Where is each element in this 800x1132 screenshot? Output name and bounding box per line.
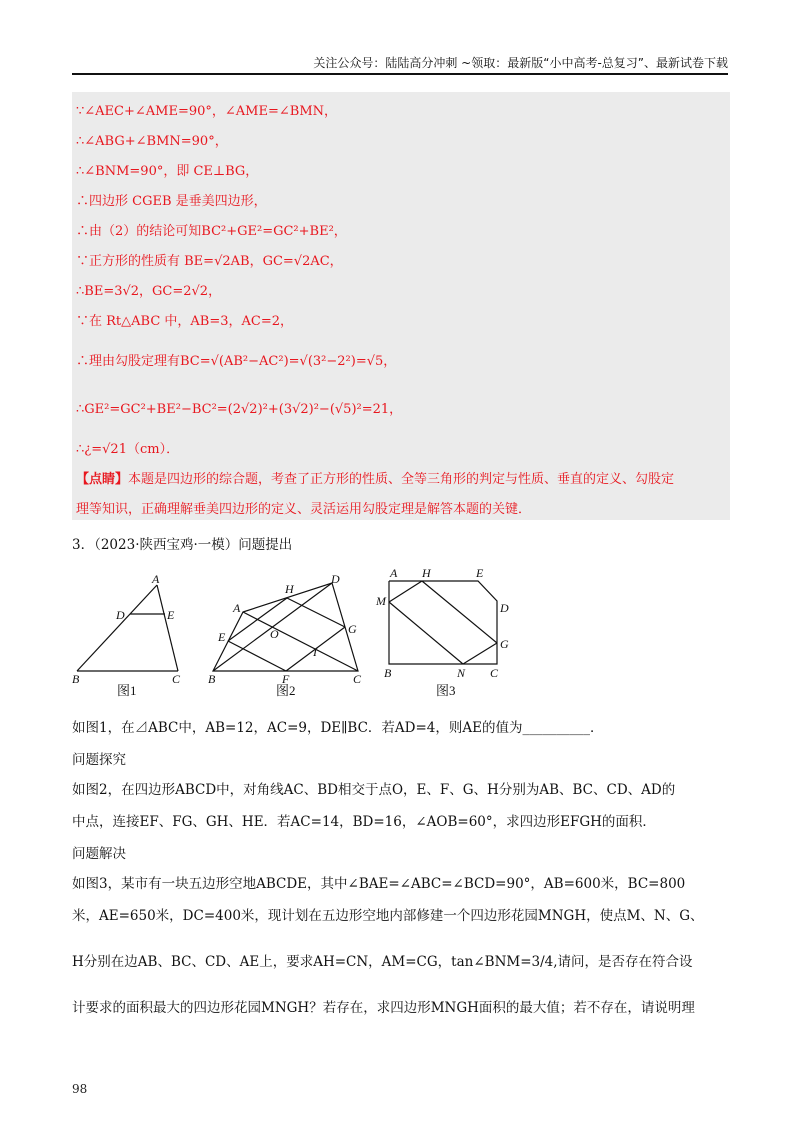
fig1-label: D xyxy=(116,608,125,622)
page-header: 关注公众号：陆陆高分冲刺 ~领取：最新版“小中高考-总复习”、最新试卷下载 xyxy=(313,56,728,70)
figures xyxy=(0,565,800,705)
problem-3-line-4: 计要求的面积最大的四边形花园MNGH？若存在，求四边形MNGH面积的最大值；若不存在，请说明理 xyxy=(72,1000,695,1016)
figure-1 xyxy=(72,572,181,698)
fig2-label: E xyxy=(218,630,226,644)
solution-line: ∵正方形的性质有 BE=√2AB，GC=√2AC， xyxy=(76,254,343,269)
solution-line: ∴∠BNM=90°，即 CE⊥BG， xyxy=(76,164,259,179)
fig1-caption: 图1 xyxy=(117,683,137,698)
problem-2-line-1: 如图2，在四边形ABCD中，对角线AC、BD相交于点O，E、F、G、H分别为AB、BC、CD、AD的 xyxy=(72,782,676,798)
problem-2-line-2: 中点，连接EF、FG、GH、HE．若AC=14，BD=16，∠AOB=60°，求四边形EFGH的面积． xyxy=(72,814,656,830)
fig3-label: C xyxy=(490,666,499,680)
fig1-label: A xyxy=(152,572,160,586)
problem-3-line-1: 如图3，某市有一块五边形空地ABCDE，其中∠BAE=∠ABC=∠BCD=90°，AB=600米，BC=800 xyxy=(72,876,686,892)
fig1-label: C xyxy=(172,672,181,686)
solution-line: ∴¿=√21（cm）． xyxy=(76,442,180,457)
solution-line: ∴GE²=GC²+BE²−BC²=(2√2)²+(3√2)²−(√5)²=21， xyxy=(76,402,403,417)
note-line-1 xyxy=(76,468,674,487)
fig3-label: B xyxy=(384,666,392,680)
fig1-label: E xyxy=(167,608,175,622)
problem-1: 如图1，在⊿ABC中，AB=12，AC=9，DE∥BC．若AD=4，则AE的值为__________． xyxy=(72,720,604,736)
fig2-label: A xyxy=(233,601,241,615)
header-divider xyxy=(72,73,728,75)
fig3-label: E xyxy=(476,566,484,580)
fig3-caption: 图3 xyxy=(436,683,456,698)
solution-line: ∴四边形 CGEB 是垂美四边形， xyxy=(76,194,267,209)
fig2-label: D xyxy=(331,572,340,586)
fig3-label: H xyxy=(422,566,431,580)
fig2-label: O xyxy=(270,627,279,641)
solution-line: ∴理由勾股定理有BC=√(AB²−AC²)=√(3²−2²)=√5， xyxy=(76,354,397,369)
page-number: 98 xyxy=(72,1082,88,1096)
fig3-label: D xyxy=(500,601,509,615)
section-solve: 问题解决 xyxy=(72,846,126,862)
fig3-label: M xyxy=(376,594,386,608)
problem-3-line-3: H分别在边AB、BC、CD、AE上，要求AH=CN，AM=CG，tan∠BNM=3/4,请问，是否存在符合设 xyxy=(72,954,693,970)
fig1-label: B xyxy=(72,672,80,686)
question-title: 3．（2023·陕西宝鸡·一模）问题提出 xyxy=(72,537,293,553)
fig3-label: N xyxy=(457,666,466,680)
note-line-2: 理等知识，正确理解垂美四边形的定义、灵活运用勾股定理是解答本题的关键． xyxy=(76,502,532,517)
problem-3-line-2: 米，AE=650米，DC=400米，现计划在五边形空地内部修建一个四边形花园MNGH，使点M、N、G、 xyxy=(72,908,704,924)
fig2-label: H xyxy=(285,582,294,596)
fig2-label: F xyxy=(282,672,290,686)
fig2-label: I xyxy=(313,645,317,659)
fig3-label: A xyxy=(390,566,398,580)
fig2-label: C xyxy=(353,672,362,686)
solution-box xyxy=(72,92,730,520)
solution-line: ∴由（2）的结论可知BC²+GE²=GC²+BE²， xyxy=(76,224,347,239)
solution-line: ∴∠ABG+∠BMN=90°， xyxy=(76,134,228,149)
note-text-1: 本题是四边形的综合题，考查了正方形的性质、全等三角形的判定与性质、垂直的定义、勾股定 xyxy=(128,472,675,487)
fig2-label: G xyxy=(348,622,357,636)
figure-3 xyxy=(375,566,509,698)
solution-line: ∵在 Rt△ABC 中，AB=3，AC=2， xyxy=(76,314,294,329)
fig2-label: B xyxy=(208,672,216,686)
figure-2 xyxy=(208,572,362,698)
fig3-label: G xyxy=(500,637,509,651)
fig2-caption: 图2 xyxy=(276,683,296,698)
solution-line: ∵∠AEC+∠AME=90°，∠AME=∠BMN， xyxy=(76,104,338,119)
solution-line: ∴BE=3√2，GC=2√2， xyxy=(76,284,222,299)
section-explore: 问题探究 xyxy=(72,752,126,768)
note-tag: 【点睛】 xyxy=(76,472,129,487)
